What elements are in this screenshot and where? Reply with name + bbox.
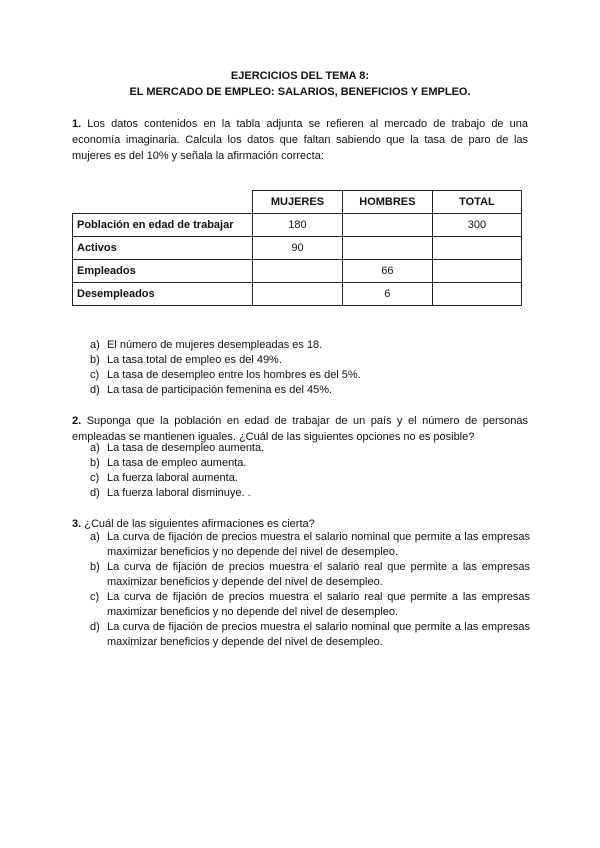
option-letter: b) [90, 457, 100, 469]
table-row [73, 237, 522, 260]
table-cell: 90 [253, 237, 343, 260]
option-item [90, 456, 530, 471]
question-2-options [90, 441, 530, 501]
option-item [90, 620, 530, 650]
option-item [90, 590, 530, 620]
doc-title-line1: EJERCICIOS DEL TEMA 8: [230, 70, 370, 82]
option-item [90, 383, 530, 398]
option-text: La fuerza laboral disminuye. . [107, 487, 251, 499]
option-item [90, 486, 530, 501]
option-text: La fuerza laboral aumenta. [107, 472, 238, 484]
option-text: La tasa de participación femenina es del 45%. [107, 384, 333, 396]
option-letter: d) [90, 487, 100, 499]
table-cell [342, 237, 432, 260]
option-letter: c) [90, 591, 100, 603]
option-letter: d) [90, 384, 100, 396]
option-item [90, 471, 530, 486]
option-item [90, 530, 530, 560]
option-text: La tasa total de empleo es del 49%. [107, 354, 282, 366]
option-item [90, 560, 530, 590]
option-text: La tasa de empleo aumenta. [107, 457, 247, 469]
question-1-options [90, 338, 530, 398]
table-row-label: Empleados [73, 260, 253, 283]
table-row-label: Población en edad de trabajar [73, 214, 253, 237]
table-cell: 66 [342, 260, 432, 283]
option-letter: a) [90, 531, 100, 543]
question-2-text: Suponga que la población en edad de trabajar de un país y el número de personas empleadas se mantienen iguales. ¿Cuál de las siguientes opciones no es posible? [72, 415, 528, 443]
table-cell: 300 [432, 214, 521, 237]
option-text: La curva de fijación de precios muestra el salario real que permite a las empresas maximizar beneficios y no depende del nivel de desempleo. [107, 591, 530, 618]
table-corner [73, 191, 253, 214]
option-text: La curva de fijación de precios muestra el salario nominal que permite a las empresas maximizar beneficios y no depende del nivel de desempleo. [107, 531, 530, 558]
option-text: La curva de fijación de precios muestra el salario nominal que permite a las empresas maximizar beneficios y depende del nivel de desempleo. [107, 621, 530, 648]
table-row [73, 214, 522, 237]
table-cell [342, 214, 432, 237]
option-item [90, 368, 530, 383]
data-table [72, 190, 522, 306]
option-text: La tasa de desempleo aumenta. [107, 442, 265, 454]
table-row [73, 260, 522, 283]
table-cell [253, 283, 343, 306]
question-1-text: Los datos contenidos en la tabla adjunta se refieren al mercado de trabajo de una economía imaginaria. Calcula los datos que faltan sabiendo que la tasa de paro de las mujeres es del 10% y señala la afirmación correcta: [72, 118, 529, 162]
table-cell [432, 237, 521, 260]
table-header-total: TOTAL [432, 191, 521, 214]
question-2-number: 2. [72, 415, 82, 427]
option-letter: a) [90, 339, 100, 351]
table-row [73, 283, 522, 306]
option-letter: c) [90, 369, 100, 381]
question-1 [72, 116, 528, 164]
doc-title-line2: EL MERCADO DE EMPLEO: SALARIOS, BENEFICIOS Y EMPLEO. [129, 86, 471, 98]
table-cell [432, 283, 521, 306]
option-letter: d) [90, 621, 100, 633]
question-3-options [90, 530, 530, 650]
option-letter: a) [90, 442, 100, 454]
question-3-number: 3. [72, 518, 82, 530]
question-1-number: 1. [72, 118, 82, 130]
table-row-label: Desempleados [73, 283, 253, 306]
table-cell [253, 260, 343, 283]
option-letter: b) [90, 354, 100, 366]
option-text: La curva de fijación de precios muestra el salario real que permite a las empresas maximizar beneficios y depende del nivel de desempleo. [107, 561, 530, 588]
table-cell: 6 [342, 283, 432, 306]
table-header-row [73, 191, 522, 214]
table-header-hombres: HOMBRES [342, 191, 432, 214]
option-text: La tasa de desempleo entre los hombres es del 5%. [107, 369, 361, 381]
table-row-label: Activos [73, 237, 253, 260]
option-item [90, 441, 530, 456]
option-item [90, 353, 530, 368]
question-3-text: ¿Cuál de las siguientes afirmaciones es cierta? [84, 518, 315, 530]
table-header-mujeres: MUJERES [253, 191, 343, 214]
table-cell [432, 260, 521, 283]
option-item [90, 338, 530, 353]
option-letter: b) [90, 561, 100, 573]
table-cell: 180 [253, 214, 343, 237]
option-text: El número de mujeres desempleadas es 18. [107, 339, 323, 351]
option-letter: c) [90, 472, 100, 484]
